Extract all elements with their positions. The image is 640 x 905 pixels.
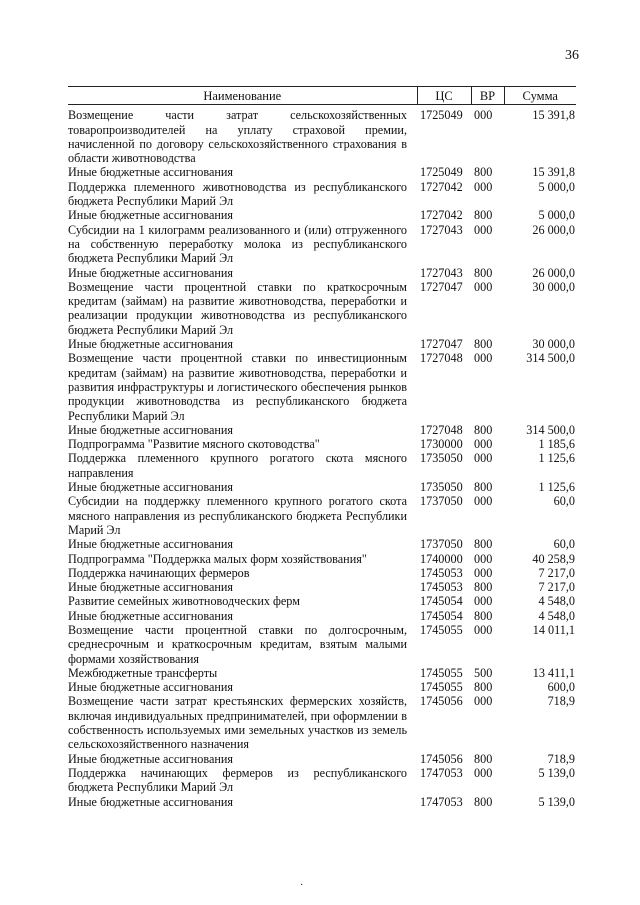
row-cs-code: 1735050 [420, 451, 463, 466]
row-name: Иные бюджетные ассигнования [68, 608, 234, 623]
row-vr-code: 800 [474, 580, 493, 595]
row-sum: 5 000,0 [538, 179, 575, 194]
row-cs-code: 1727048 [420, 351, 463, 366]
row-sum: 600,0 [547, 680, 575, 695]
row-name: Поддержка племенного крупного рогатого скота мясного направления [68, 451, 407, 480]
row-sum: 15 391,8 [532, 165, 575, 180]
table-row [68, 208, 576, 222]
header-cs: ЦС [417, 87, 471, 105]
row-name: Иные бюджетные ассигнования [68, 265, 234, 280]
row-name: Подпрограмма "Поддержка малых форм хозяйствования" [68, 551, 367, 566]
row-sum: 26 000,0 [532, 265, 575, 280]
table-row [68, 105, 576, 166]
table-row [68, 566, 576, 580]
row-cs-code: 1727042 [420, 179, 463, 194]
row-cs-code: 1745055 [420, 680, 463, 695]
row-cs-code: 1727042 [420, 208, 463, 223]
row-sum: 40 258,9 [532, 551, 575, 566]
row-vr-code: 800 [474, 265, 493, 280]
table-row [68, 537, 576, 551]
table-row [68, 580, 576, 594]
header-name: Наименование [68, 87, 417, 105]
row-vr-code: 500 [474, 665, 493, 680]
row-name: Подпрограмма "Развитие мясного скотоводства" [68, 437, 320, 452]
row-sum: 30 000,0 [532, 279, 575, 294]
header-vr: ВР [471, 87, 504, 105]
row-cs-code: 1745054 [420, 594, 463, 609]
row-cs-code: 1737050 [420, 537, 463, 552]
row-sum: 30 000,0 [532, 337, 575, 352]
table-header [68, 87, 576, 105]
row-sum: 1 185,6 [538, 437, 575, 452]
table-row [68, 165, 576, 179]
row-vr-code: 000 [474, 694, 493, 709]
row-name: Развитие семейных животноводческих ферм [68, 594, 300, 609]
row-vr-code: 000 [474, 222, 493, 237]
row-sum: 4 548,0 [538, 594, 575, 609]
table-row [68, 280, 576, 337]
row-vr-code: 000 [474, 494, 493, 509]
row-vr-code: 000 [474, 565, 493, 580]
row-name: Иные бюджетные ассигнования [68, 165, 234, 180]
row-sum: 7 217,0 [538, 580, 575, 595]
row-cs-code: 1725049 [420, 165, 463, 180]
row-cs-code: 1735050 [420, 480, 463, 495]
row-cs-code: 1745056 [420, 751, 463, 766]
row-sum: 718,9 [547, 751, 575, 766]
row-name: Субсидии на поддержку племенного крупного рогатого скота мясного направления из республиканского бюджета Республики Марий Эл [68, 494, 407, 537]
row-name: Поддержка племенного животноводства из республиканского бюджета Республики Марий Эл [68, 179, 407, 209]
table-row [68, 437, 576, 451]
row-sum: 314 500,0 [526, 351, 575, 366]
footer-mark: · [300, 880, 304, 891]
row-sum: 718,9 [547, 694, 575, 709]
row-sum: 26 000,0 [532, 222, 575, 237]
row-vr-code: 800 [474, 480, 493, 495]
row-name: Иные бюджетные ассигнования [68, 480, 234, 495]
row-vr-code: 800 [474, 422, 493, 437]
row-name: Поддержка начинающих фермеров [68, 565, 250, 580]
table-row [68, 552, 576, 566]
row-cs-code: 1740000 [420, 551, 463, 566]
row-vr-code: 000 [474, 594, 493, 609]
row-cs-code: 1745053 [420, 565, 463, 580]
table-row [68, 423, 576, 437]
row-vr-code: 800 [474, 608, 493, 623]
row-cs-code: 1745055 [420, 665, 463, 680]
row-sum: 4 548,0 [538, 608, 575, 623]
row-cs-code: 1727043 [420, 265, 463, 280]
table-row [68, 680, 576, 694]
row-vr-code: 000 [474, 551, 493, 566]
table-row [68, 609, 576, 623]
row-cs-code: 1747053 [420, 765, 463, 780]
table-row [68, 180, 576, 209]
row-cs-code: 1727047 [420, 337, 463, 352]
header-row [68, 87, 576, 105]
row-vr-code: 800 [474, 794, 493, 809]
row-vr-code: 000 [474, 765, 493, 780]
table-row [68, 766, 576, 795]
row-name: Возмещение части затрат крестьянских фермерских хозяйств, включая индивидуальных предпринимателей, при оформлении в собственность используемых ими земельных участков из земель сельскохозяйственного назначения [68, 694, 407, 752]
row-vr-code: 000 [474, 279, 493, 294]
row-sum: 5 139,0 [538, 765, 575, 780]
row-sum: 60,0 [553, 494, 575, 509]
row-vr-code: 800 [474, 208, 493, 223]
row-sum: 1 125,6 [538, 480, 575, 495]
row-name: Иные бюджетные ассигнования [68, 680, 234, 695]
row-name: Иные бюджетные ассигнования [68, 794, 234, 809]
table-row [68, 494, 576, 537]
row-name: Возмещение части процентной ставки по долгосрочным, среднесрочным и краткосрочным кредитам, взятым малыми формами хозяйствования [68, 622, 407, 666]
row-vr-code: 800 [474, 337, 493, 352]
row-cs-code: 1745054 [420, 608, 463, 623]
table-row [68, 337, 576, 351]
row-cs-code: 1727048 [420, 422, 463, 437]
table-row [68, 623, 576, 666]
row-name: Возмещение части затрат сельскохозяйственных товаропроизводителей на уплату страховой премии, начисленной по договору сельскохозяйственного страхования в области животноводства [68, 108, 407, 166]
row-name: Иные бюджетные ассигнования [68, 580, 234, 595]
row-name: Поддержка начинающих фермеров из республиканского бюджета Республики Марий Эл [68, 765, 407, 795]
row-cs-code: 1745055 [420, 622, 463, 637]
table-row [68, 351, 576, 422]
row-cs-code: 1747053 [420, 794, 463, 809]
header-sum: Сумма [504, 87, 576, 105]
table-row [68, 666, 576, 680]
row-name: Иные бюджетные ассигнования [68, 337, 234, 352]
row-vr-code: 000 [474, 108, 493, 123]
row-sum: 60,0 [553, 537, 575, 552]
table-row [68, 795, 576, 809]
row-sum: 13 411,1 [532, 665, 575, 680]
table-row [68, 451, 576, 480]
row-vr-code: 800 [474, 537, 493, 552]
row-vr-code: 000 [474, 622, 493, 637]
row-name: Возмещение части процентной ставки по инвестиционным кредитам (займам) на развитие животноводства, переработки и развития инфраструктуры и логистического обеспечения рынков продукции животноводства из республиканского бюджета Республики Марий Эл [68, 351, 407, 423]
row-vr-code: 000 [474, 351, 493, 366]
row-sum: 1 125,6 [538, 451, 575, 466]
row-vr-code: 000 [474, 179, 493, 194]
row-vr-code: 800 [474, 751, 493, 766]
row-cs-code: 1730000 [420, 437, 463, 452]
row-cs-code: 1737050 [420, 494, 463, 509]
row-name: Межбюджетные трансферты [68, 665, 218, 680]
row-name: Иные бюджетные ассигнования [68, 751, 234, 766]
page-number: 36 [565, 48, 579, 63]
row-sum: 5 139,0 [538, 794, 575, 809]
row-sum: 15 391,8 [532, 108, 575, 123]
table-row [68, 694, 576, 751]
row-sum: 7 217,0 [538, 565, 575, 580]
row-name: Возмещение части процентной ставки по краткосрочным кредитам (займам) на развитие животноводства, переработки и реализации продукции животноводства из республиканского бюджета Республики Марий Эл [68, 279, 407, 337]
row-name: Иные бюджетные ассигнования [68, 208, 234, 223]
row-sum: 314 500,0 [526, 422, 575, 437]
row-name: Иные бюджетные ассигнования [68, 537, 234, 552]
table-row [68, 266, 576, 280]
table-row [68, 223, 576, 266]
row-name: Иные бюджетные ассигнования [68, 422, 234, 437]
table-row [68, 752, 576, 766]
row-name: Субсидии на 1 килограмм реализованного и (или) отгруженного на собственную переработку молока из республиканского бюджета Республики Марий Эл [68, 222, 407, 266]
row-cs-code: 1727047 [420, 279, 463, 294]
row-cs-code: 1727043 [420, 222, 463, 237]
row-cs-code: 1725049 [420, 108, 463, 123]
table-row [68, 480, 576, 494]
row-vr-code: 800 [474, 165, 493, 180]
row-vr-code: 000 [474, 451, 493, 466]
budget-table [68, 86, 576, 809]
table-body [68, 105, 576, 809]
row-vr-code: 800 [474, 680, 493, 695]
row-cs-code: 1745053 [420, 580, 463, 595]
row-sum: 5 000,0 [538, 208, 575, 223]
row-vr-code: 000 [474, 437, 493, 452]
row-cs-code: 1745056 [420, 694, 463, 709]
row-sum: 14 011,1 [532, 622, 575, 637]
table-row [68, 594, 576, 608]
